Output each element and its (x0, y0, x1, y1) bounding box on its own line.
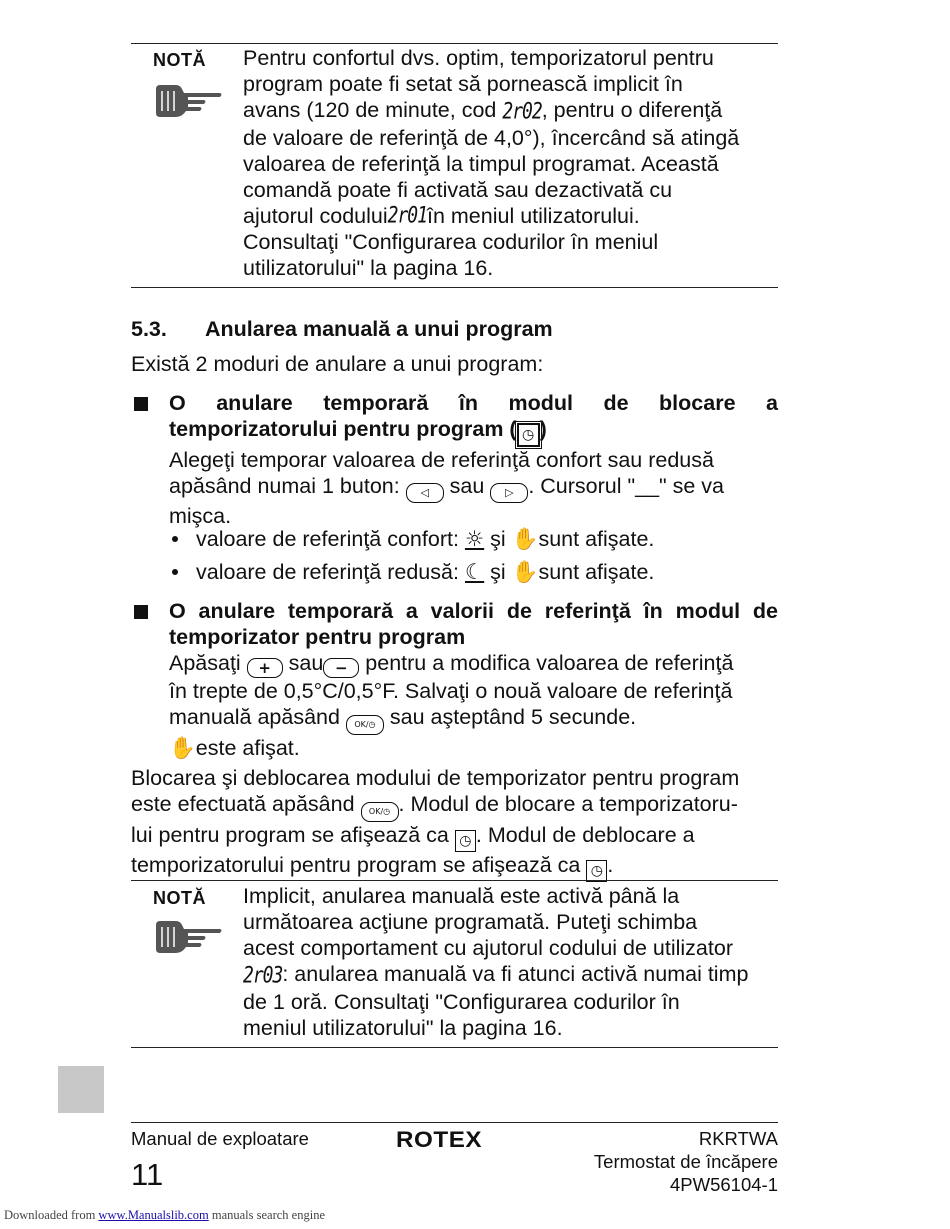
square-bullet (134, 397, 148, 411)
text-run: este efectuată apăsând (131, 792, 361, 816)
item1-title-line: O anulare temporară în modul de blocare a (169, 391, 778, 415)
section-intro: Există 2 moduri de anulare a unui program: (131, 352, 544, 376)
note1-bottom-rule (131, 287, 778, 288)
manualslib-link[interactable]: www.Manualslib.com (98, 1208, 209, 1222)
text-run: manuals search engine (208, 1208, 325, 1222)
item1-body-line: mişca. (169, 504, 232, 528)
minus-key-icon: − (323, 658, 359, 678)
note1-top-rule (131, 43, 778, 44)
right-key-icon: ▷ (490, 483, 528, 503)
text-run: este afişat. (195, 736, 300, 760)
note2-top-rule (131, 880, 778, 881)
clock-box-icon: ◷ (455, 830, 476, 852)
text-run: în meniul utilizatorului. (426, 204, 640, 228)
note1-text (243, 45, 772, 281)
text-run: manuală apăsând (169, 705, 346, 729)
note1-line (243, 97, 772, 125)
note2-text (243, 883, 772, 1041)
pointing-hand-icon (154, 919, 224, 955)
note1-line: Consultaţi "Configurarea codurilor în meniul (243, 230, 659, 254)
footer-rule (131, 1122, 778, 1123)
note2-line (243, 961, 772, 989)
page-side-tab (58, 1066, 104, 1113)
item1-block (169, 390, 778, 529)
ok-key-icon: OK/◷ (346, 715, 384, 735)
plus-key-icon: + (247, 658, 283, 678)
section-title: Anularea manuală a unui program (205, 317, 553, 341)
moon-icon: ☾ (464, 560, 485, 585)
note1-line: Pentru confortul dvs. optim, temporizatorul pentru (243, 46, 714, 70)
clock-box-icon: ◷ (586, 860, 607, 882)
note2-line: acest comportament cu ajutorul codului de utilizator (243, 936, 733, 960)
item1-body-line (169, 473, 778, 503)
note2-line: Implicit, anularea manuală este activă până la (243, 884, 680, 908)
footer-model: RKRTWA (698, 1128, 778, 1149)
left-key-icon: ◁ (406, 483, 444, 503)
text-run: : anularea manuală va fi atunci activă numai timp (282, 962, 749, 986)
item1-title-line (169, 416, 778, 447)
text-run: ) (539, 417, 547, 441)
text-run: valoare de referinţă confort: (196, 527, 465, 551)
note1-line (243, 203, 772, 229)
para-line (131, 791, 778, 822)
item2-body-line (169, 735, 778, 762)
item2-title-line: O anulare temporară a valorii de referinţă în modul de (169, 599, 778, 623)
text-run: avans (120 de minute, cod (243, 98, 503, 122)
text-run: valoare de referinţă redusă: (196, 560, 465, 584)
text-run: sau (282, 651, 324, 675)
item2-block (169, 598, 778, 762)
text-run: pentru a modifica valoarea de referinţă (359, 651, 734, 675)
item1-sub1 (196, 526, 654, 553)
rotex-logo: ROTEX (396, 1127, 483, 1152)
note1-line: program poate fi setat să pornească implicit în (243, 72, 683, 96)
text-run: , pentru o diferenţă (541, 98, 723, 122)
note2-line: de 1 oră. Consultaţi "Configurarea codurilor în (243, 990, 680, 1014)
code-2r01: 2r01 (387, 202, 427, 229)
text-run: lui pentru program se afişează ca (131, 823, 455, 847)
text-run: . (607, 853, 614, 877)
square-bullet (134, 605, 148, 619)
hand-icon: ✋ (511, 560, 539, 585)
clock-lock-icon: ◷ (517, 423, 540, 447)
page-number: 11 (131, 1157, 164, 1192)
round-bullet (172, 569, 178, 575)
footer-manual: Manual de exploatare (131, 1128, 309, 1149)
item2-body-line (169, 704, 778, 735)
item1-sub2 (196, 559, 654, 586)
note1-line: comandă poate fi activată sau dezactivată cu (243, 178, 673, 202)
note2-line: următoarea acţiune programată. Puteţi schimba (243, 910, 698, 934)
section-number: 5.3. (131, 317, 167, 341)
item2-body-line: în trepte de 0,5°C/0,5°F. Salvaţi o nouă valoare de referinţă (169, 679, 733, 703)
ok-key-icon: OK/◷ (361, 802, 399, 822)
text-run: temporizatorului pentru program se afişează ca (131, 853, 587, 877)
hand-icon: ✋ (169, 736, 196, 761)
note2-label: NOTĂ (153, 888, 206, 908)
text-run: . Modul de deblocare a (475, 823, 695, 847)
lock-paragraph (131, 765, 778, 882)
hand-icon: ✋ (511, 527, 539, 552)
download-notice (4, 1208, 325, 1223)
para-line (131, 822, 778, 852)
code-2r03: 2r03 (243, 962, 283, 989)
pointing-hand-icon (154, 83, 224, 119)
text-run: Apăsaţi (169, 651, 247, 675)
text-run: sau (443, 474, 491, 498)
text-run: . Cursorul "__" se va (528, 474, 725, 498)
note1-line: utilizatorului" la pagina 16. (243, 256, 494, 280)
text-run: Downloaded from (4, 1208, 99, 1222)
text-run: şi (484, 527, 512, 551)
round-bullet (172, 536, 178, 542)
text-run: şi (484, 560, 512, 584)
para-line: Blocarea şi deblocarea modului de temporizator pentru program (131, 766, 740, 790)
text-run: ajutorul codului (243, 204, 388, 228)
text-run: . Modul de blocare a temporizatoru- (398, 792, 738, 816)
footer-product: Termostat de încăpere (593, 1151, 778, 1172)
para-line (131, 852, 778, 882)
note2-line: meniul utilizatorului" la pagina 16. (243, 1016, 563, 1040)
note1-line: de valoare de referinţă de 4,0°), încercând să atingă (243, 126, 740, 150)
code-2r02: 2r02 (502, 98, 542, 125)
footer-docnum: 4PW56104-1 (670, 1174, 778, 1195)
item2-body-line (169, 650, 778, 678)
text-run: sunt afişate. (538, 560, 655, 584)
note1-line: valoarea de referinţă la timpul programat. Această (243, 152, 719, 176)
item2-title-line: temporizator pentru program (169, 625, 466, 649)
note1-label: NOTĂ (153, 50, 206, 70)
text-run: apăsând numai 1 buton: (169, 474, 406, 498)
text-run: sau aşteptând 5 secunde. (383, 705, 637, 729)
text-run: sunt afişate. (538, 527, 655, 551)
item1-body-line: Alegeţi temporar valoarea de referinţă confort sau redusă (169, 448, 714, 472)
sun-icon: ☼ (464, 527, 485, 552)
text-run: temporizatorului pentru program ( (169, 417, 517, 441)
note2-bottom-rule (131, 1047, 778, 1048)
